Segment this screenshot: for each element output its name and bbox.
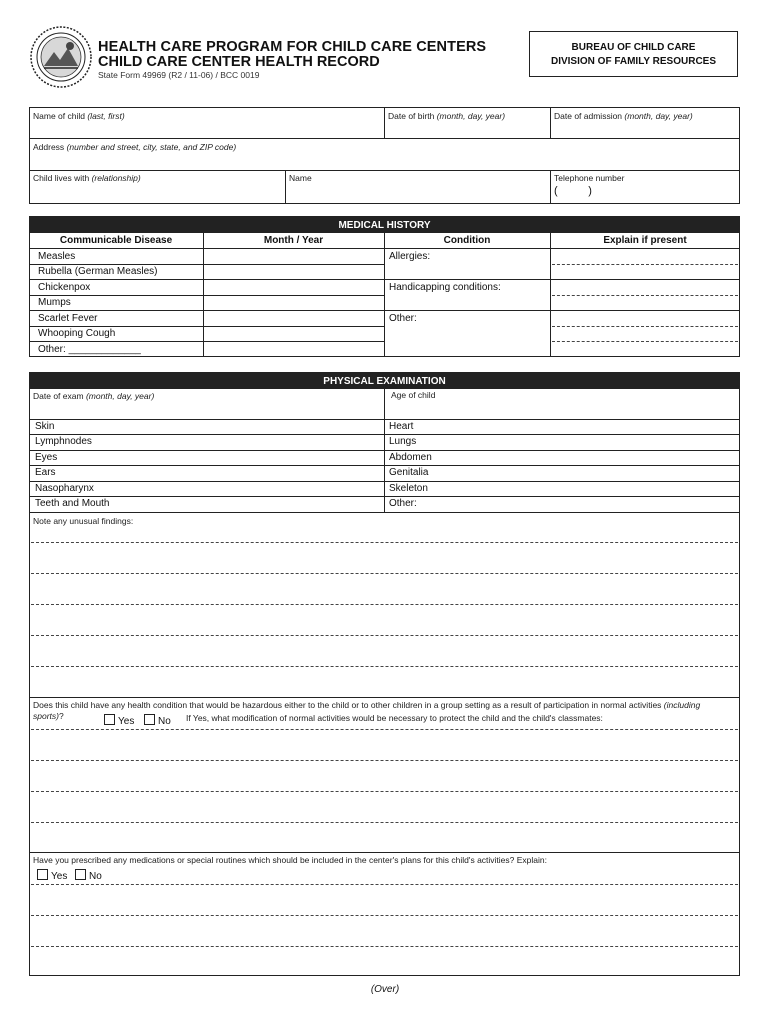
- hazard-no-checkbox[interactable]: [144, 714, 155, 725]
- disease-rubella: Rubella (German Measles): [38, 266, 158, 277]
- state-seal-icon: [30, 26, 92, 88]
- exam-genitalia: Genitalia: [389, 467, 429, 478]
- exam-skin: Skin: [35, 421, 55, 432]
- medication-yes-option[interactable]: [37, 869, 67, 882]
- telephone-area-code: ( ): [554, 185, 592, 197]
- medication-question: Have you prescribed any medications or special routines which should be included in the center's plans for this child's activities? Explain:: [33, 855, 547, 865]
- lives-with-hint: (relationship): [91, 173, 141, 183]
- medication-answer-line[interactable]: [31, 946, 738, 947]
- lives-with-label: Child lives with: [33, 173, 90, 183]
- exam-teeth-mouth: Teeth and Mouth: [35, 498, 110, 509]
- hazard-no-label: No: [158, 716, 171, 727]
- date-of-admission-field[interactable]: [554, 111, 693, 121]
- medication-no-checkbox[interactable]: [75, 869, 86, 880]
- hazard-yes-checkbox[interactable]: [104, 714, 115, 725]
- exam-skeleton: Skeleton: [389, 483, 428, 494]
- findings-line[interactable]: [31, 542, 738, 543]
- form-number: State Form 49969 (R2 / 11-06) / BCC 0019: [98, 70, 260, 80]
- condition-allergies: Allergies:: [389, 251, 431, 262]
- exam-date-label: Date of exam: [33, 391, 84, 401]
- handicap-explain-line[interactable]: [552, 295, 738, 296]
- medication-answer-line[interactable]: [31, 915, 738, 916]
- hazard-question-mark: ?: [58, 711, 64, 721]
- condition-other: Other:: [389, 313, 417, 324]
- child-name-field[interactable]: [33, 111, 125, 121]
- hazard-no-option[interactable]: [144, 714, 171, 727]
- findings-line[interactable]: [31, 635, 738, 636]
- hazard-answer-line[interactable]: [31, 822, 738, 823]
- disease-chickenpox: Chickenpox: [38, 282, 91, 293]
- age-label: Age of child: [391, 390, 436, 400]
- col-month-year: Month / Year: [263, 235, 324, 246]
- child-name-label: Name of child: [33, 111, 85, 121]
- division-name: DIVISION OF FAMILY RESOURCES: [550, 56, 717, 67]
- other-explain-line-1[interactable]: [552, 326, 738, 327]
- admission-hint: (month, day, year): [624, 111, 693, 121]
- medication-yes-checkbox[interactable]: [37, 869, 48, 880]
- findings-line[interactable]: [31, 573, 738, 574]
- hazard-yes-label: Yes: [118, 716, 135, 727]
- dob-label: Date of birth: [388, 111, 435, 121]
- hazard-followup: If Yes, what modification of normal activities would be necessary to protect the child and the child's classmates:: [186, 713, 603, 723]
- address-hint: (number and street, city, state, and ZIP code): [66, 142, 237, 152]
- exam-lungs: Lungs: [389, 436, 417, 447]
- condition-handicapping: Handicapping conditions:: [389, 282, 501, 293]
- medication-no-label: No: [89, 871, 102, 882]
- age-of-child-field[interactable]: [391, 390, 435, 400]
- hazard-question-text: Does this child have any health condition that would be hazardous either to the child or to other children in a group setting as a result of participation in normal activities: [33, 700, 662, 710]
- bureau-name: BUREAU OF CHILD CARE: [571, 42, 696, 53]
- col-communicable-disease: Communicable Disease: [59, 235, 173, 246]
- bureau-box: [529, 31, 738, 77]
- hazard-yes-option[interactable]: [104, 714, 134, 727]
- address-label: Address: [33, 142, 65, 152]
- physical-exam-header: PHYSICAL EXAMINATION: [29, 372, 740, 389]
- medication-yes-label: Yes: [51, 871, 68, 882]
- medical-history-header: MEDICAL HISTORY: [29, 216, 740, 233]
- exam-date-field[interactable]: [33, 391, 154, 401]
- unusual-findings-label: Note any unusual findings:: [33, 516, 134, 526]
- findings-line[interactable]: [31, 604, 738, 605]
- disease-measles: Measles: [38, 251, 76, 262]
- guardian-name-label: Name: [289, 173, 312, 183]
- address-field[interactable]: [33, 142, 236, 152]
- admission-label: Date of admission: [554, 111, 623, 121]
- lives-with-field[interactable]: [33, 173, 141, 183]
- dob-hint: (month, day, year): [436, 111, 506, 121]
- exam-date-hint: (month, day, year): [85, 391, 155, 401]
- child-name-hint: (last, first): [87, 111, 125, 121]
- form-title: HEALTH CARE PROGRAM FOR CHILD CARE CENTERS: [98, 39, 487, 55]
- hazard-answer-line[interactable]: [31, 729, 738, 730]
- col-explain: Explain if present: [603, 235, 687, 246]
- form-subtitle: CHILD CARE CENTER HEALTH RECORD: [98, 54, 380, 70]
- hazard-question-italic: (including sports): [33, 700, 701, 721]
- date-of-birth-field[interactable]: [388, 111, 505, 121]
- medication-no-option[interactable]: [75, 869, 102, 882]
- exam-abdomen: Abdomen: [389, 452, 432, 463]
- other-explain-line-2[interactable]: [552, 341, 738, 342]
- col-condition: Condition: [443, 235, 491, 246]
- disease-scarlet-fever: Scarlet Fever: [38, 313, 98, 324]
- disease-mumps: Mumps: [38, 297, 71, 308]
- exam-other: Other:: [389, 498, 417, 509]
- exam-lymphnodes: Lymphnodes: [35, 436, 92, 447]
- hazard-answer-line[interactable]: [31, 760, 738, 761]
- telephone-field[interactable]: [554, 173, 624, 183]
- medication-answer-line[interactable]: [31, 884, 738, 885]
- disease-whooping-cough: Whooping Cough: [38, 328, 116, 339]
- findings-line[interactable]: [31, 666, 738, 667]
- allergies-explain-line[interactable]: [552, 264, 738, 265]
- page-over-note: (Over): [370, 984, 400, 995]
- exam-ears: Ears: [35, 467, 56, 478]
- exam-nasopharynx: Nasopharynx: [35, 483, 94, 494]
- disease-other[interactable]: Other: _____________: [38, 344, 141, 355]
- hazard-answer-line[interactable]: [31, 791, 738, 792]
- telephone-label: Telephone number: [554, 173, 625, 183]
- exam-eyes: Eyes: [35, 452, 58, 463]
- exam-heart: Heart: [389, 421, 414, 432]
- guardian-name-field[interactable]: [289, 173, 312, 183]
